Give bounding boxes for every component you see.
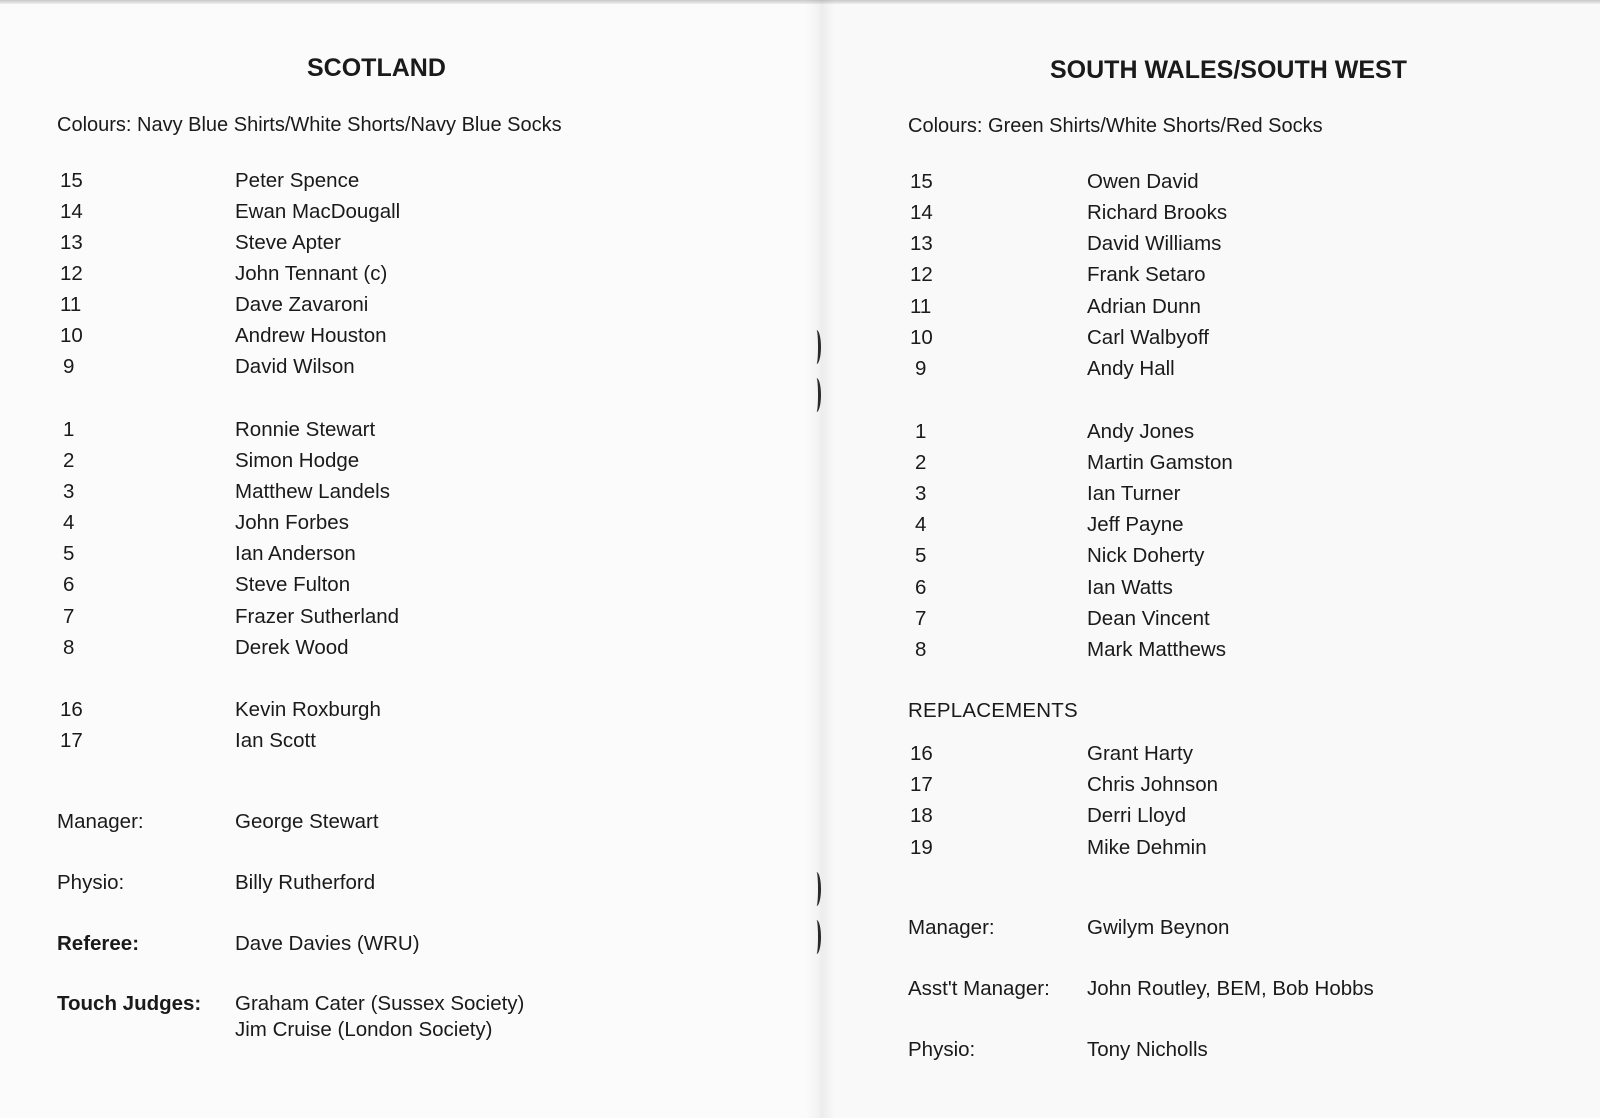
player-number: 12 [910, 263, 933, 286]
player-number: 8 [63, 636, 75, 659]
player-number: 16 [60, 698, 83, 721]
player-name: Mark Matthews [1087, 638, 1226, 661]
player-name: Kevin Roxburgh [235, 698, 381, 721]
referee-name: Dave Davies (WRU) [235, 932, 420, 955]
player-number: 17 [60, 729, 83, 752]
player-name: Ian Anderson [235, 542, 356, 565]
physio-name: Billy Rutherford [235, 871, 376, 894]
player-name: Ian Scott [235, 729, 316, 752]
player-number: 9 [915, 357, 927, 380]
touch-judge-1: Graham Cater (Sussex Society) [235, 992, 525, 1015]
manager-label: Manager: [57, 810, 144, 833]
player-name: Ian Turner [1087, 482, 1181, 505]
player-name: Andy Hall [1087, 357, 1175, 380]
player-number: 10 [60, 324, 83, 347]
player-number: 7 [915, 607, 927, 630]
south-wales-title: SOUTH WALES/SOUTH WEST [1050, 56, 1407, 84]
player-name: Derek Wood [235, 636, 349, 659]
player-name: Frazer Sutherland [235, 605, 400, 628]
staple-mark-upper-2 [812, 378, 821, 412]
player-name: Dave Zavaroni [235, 293, 369, 316]
player-number: 11 [910, 295, 932, 318]
right-page [820, 0, 1600, 1118]
player-number: 14 [60, 200, 83, 223]
player-number: 4 [915, 513, 927, 536]
player-name: Richard Brooks [1087, 201, 1228, 224]
staple-mark-lower-1 [812, 872, 821, 906]
scotland-title: SCOTLAND [307, 54, 446, 82]
player-name: Peter Spence [235, 169, 360, 192]
touch-judges-label: Touch Judges: [57, 992, 202, 1015]
physio-name: Tony Nicholls [1087, 1038, 1208, 1061]
player-name: Frank Setaro [1087, 263, 1206, 286]
player-number: 6 [63, 573, 75, 596]
player-number: 1 [63, 418, 75, 441]
player-number: 3 [915, 482, 927, 505]
player-number: 10 [910, 326, 933, 349]
player-number: 8 [915, 638, 927, 661]
asst-manager-label: Asst't Manager: [908, 977, 1050, 1000]
player-number: 12 [60, 262, 83, 285]
player-name: Andy Jones [1087, 420, 1195, 443]
player-name: Martin Gamston [1087, 451, 1233, 474]
player-name: Derri Lloyd [1087, 804, 1187, 827]
player-number: 16 [910, 742, 933, 765]
player-name: Dean Vincent [1087, 607, 1210, 630]
south-wales-colours: Colours: Green Shirts/White Shorts/Red Socks [908, 115, 1323, 137]
player-number: 19 [910, 836, 933, 859]
player-number: 5 [63, 542, 75, 565]
player-name: Ronnie Stewart [235, 418, 376, 441]
player-number: 11 [60, 293, 82, 316]
player-number: 2 [915, 451, 927, 474]
player-number: 15 [910, 170, 933, 193]
player-number: 13 [910, 232, 933, 255]
player-number: 9 [63, 355, 75, 378]
physio-label: Physio: [908, 1038, 976, 1061]
player-name: John Forbes [235, 511, 349, 534]
player-number: 6 [915, 576, 927, 599]
manager-label: Manager: [908, 916, 995, 939]
player-name: Jeff Payne [1087, 513, 1184, 536]
player-number: 18 [910, 804, 933, 827]
player-number: 15 [60, 169, 83, 192]
scotland-colours: Colours: Navy Blue Shirts/White Shorts/Navy Blue Socks [57, 114, 562, 136]
player-name: Adrian Dunn [1087, 295, 1201, 318]
player-name: Chris Johnson [1087, 773, 1219, 796]
page-top-edge [0, 0, 1600, 4]
referee-label: Referee: [57, 932, 140, 955]
player-name: Steve Apter [235, 231, 341, 254]
player-name: Matthew Landels [235, 480, 390, 503]
player-name: Nick Doherty [1087, 544, 1205, 567]
player-number: 4 [63, 511, 75, 534]
staple-mark-lower-2 [812, 920, 821, 954]
player-name: Carl Walbyoff [1087, 326, 1209, 349]
page-fold [805, 0, 835, 1118]
physio-label: Physio: [57, 871, 125, 894]
player-name: Mike Dehmin [1087, 836, 1207, 859]
replacements-heading: REPLACEMENTS [908, 699, 1078, 722]
player-name: Andrew Houston [235, 324, 387, 347]
touch-judge-2: Jim Cruise (London Society) [235, 1018, 493, 1041]
player-number: 5 [915, 544, 927, 567]
staple-mark-upper-1 [812, 330, 821, 364]
player-name: Ian Watts [1087, 576, 1173, 599]
player-name: Ewan MacDougall [235, 200, 401, 223]
manager-name: Gwilym Beynon [1087, 916, 1230, 939]
player-number: 7 [63, 605, 75, 628]
player-name: David Williams [1087, 232, 1222, 255]
player-name: Grant Harty [1087, 742, 1193, 765]
player-number: 14 [910, 201, 933, 224]
player-name: Simon Hodge [235, 449, 360, 472]
player-number: 1 [915, 420, 927, 443]
player-number: 17 [910, 773, 933, 796]
player-name: David Wilson [235, 355, 355, 378]
player-name: Steve Fulton [235, 573, 351, 596]
player-number: 13 [60, 231, 83, 254]
player-number: 2 [63, 449, 75, 472]
player-number: 3 [63, 480, 75, 503]
asst-manager-names: John Routley, BEM, Bob Hobbs [1087, 977, 1374, 1000]
player-name: Owen David [1087, 170, 1199, 193]
player-name: John Tennant (c) [235, 262, 388, 285]
manager-name: George Stewart [235, 810, 379, 833]
